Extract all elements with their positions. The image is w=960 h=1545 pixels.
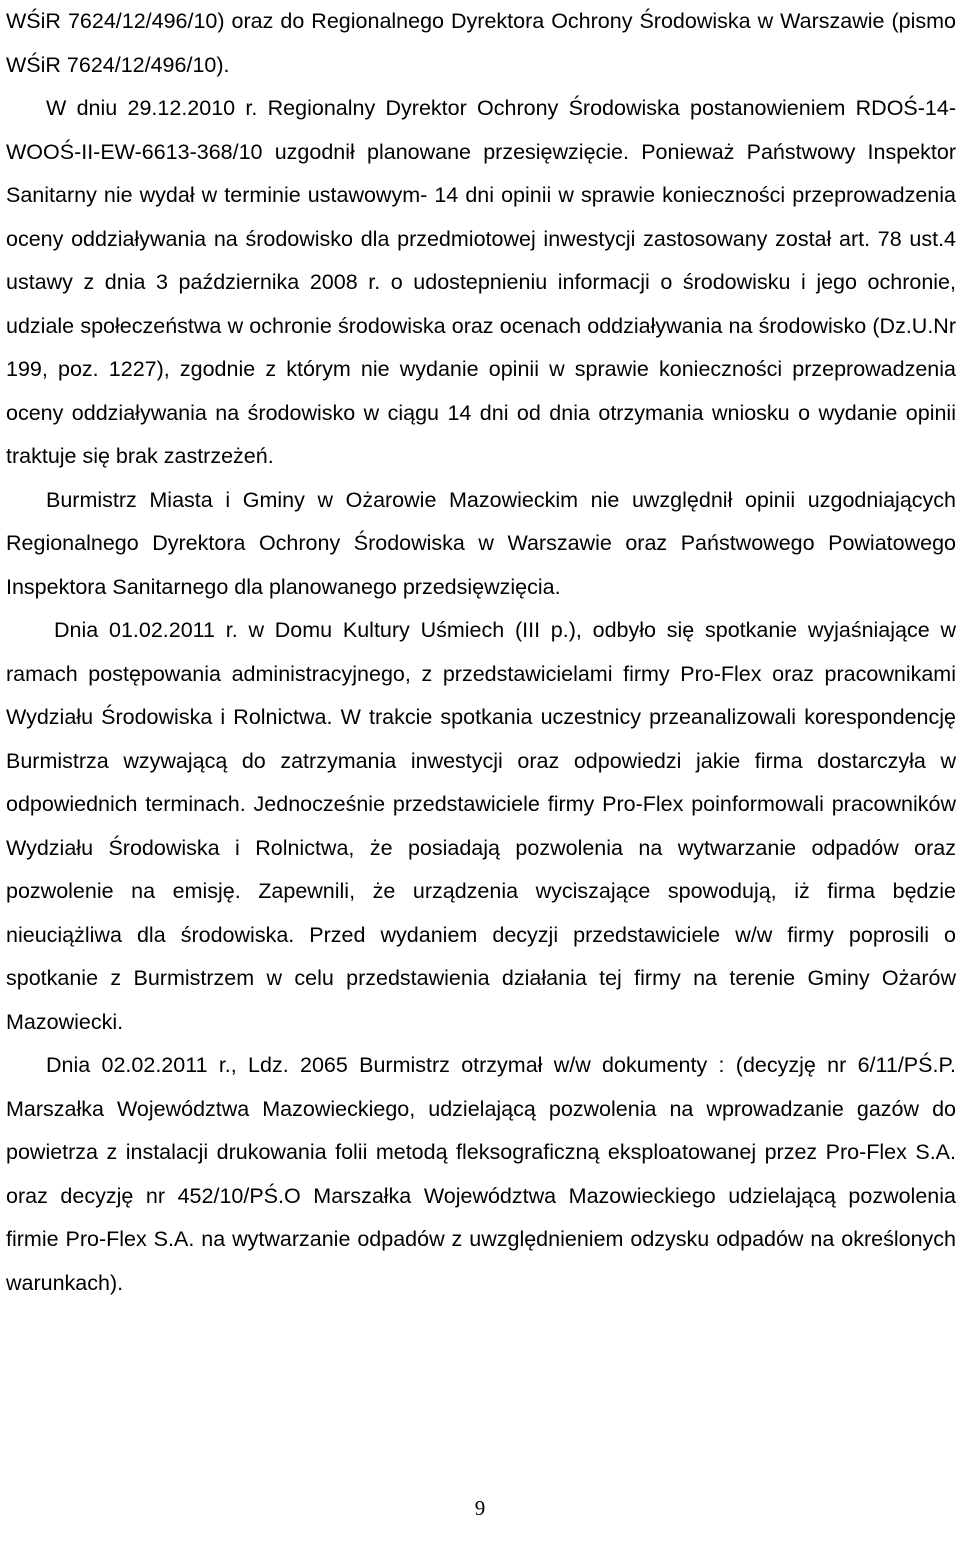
paragraph-5: Dnia 02.02.2011 r., Ldz. 2065 Burmistrz otrzymał w/w dokumenty : (decyzję nr 6/11/PŚ.P. Marszałka Województwa Mazowieckiego, udzielającą pozwolenia na wprowadzanie gazów do powietrza z instalacji drukowania folii metodą fleksograficzną eksploatowanej przez Pro-Flex S.A. oraz decyzję nr 452/10/PŚ.O Marszałka Województwa Mazowieckiego udzielającą pozwolenia firmie Pro-Flex S.A. na wytwarzanie odpadów z uwzględnieniem odzysku odpadów na określonych warunkach). <box>6 1053 956 1295</box>
paragraph-3: Burmistrz Miasta i Gminy w Ożarowie Mazowieckim nie uwzględnił opinii uzgodniających Regionalnego Dyrektora Ochrony Środowiska w Warszawie oraz Państwowego Powiatowego Inspektora Sanitarnego dla planowanego przedsięwzięcia. <box>6 487 956 599</box>
page-number: 9 <box>474 1496 486 1520</box>
paragraph-1: WŚiR 7624/12/496/10) oraz do Regionalnego Dyrektora Ochrony Środowiska w Warszawie (pismo WŚiR 7624/12/496/10). <box>6 9 956 77</box>
paragraph-4: Dnia 01.02.2011 r. w Domu Kultury Uśmiech (III p.), odbyło się spotkanie wyjaśniające w ramach postępowania administracyjnego, z przedstawicielami firmy Pro-Flex oraz pracownikami Wydziału Środowiska i Rolnictwa. W trakcie spotkania uczestnicy przeanalizowali korespondencję Burmistrza wzywającą do zatrzymania inwestycji oraz odpowiedzi jakie firma dostarczyła w odpowiednich terminach. Jednocześnie przedstawiciele firmy Pro-Flex poinformowali pracowników Wydziału Środowiska i Rolnictwa, że posiadają pozwolenia na wytwarzanie odpadów oraz pozwolenie na emisję. Zapewnili, że urządzenia wyciszające spowodują, iż firma będzie nieuciążliwa dla środowiska. Przed wydaniem decyzji przedstawiciele w/w firmy poprosili o spotkanie z Burmistrzem w celu przedstawienia działania tej firmy na terenie Gminy Ożarów Mazowiecki. <box>6 618 956 1034</box>
paragraph-2: W dniu 29.12.2010 r. Regionalny Dyrektor Ochrony Środowiska postanowieniem RDOŚ-14-WOOŚ-II-EW-6613-368/10 uzgodnił planowane przesięwzięcie. Ponieważ Państwowy Inspektor Sanitarny nie wydał w terminie ustawowym- 14 dni opinii w sprawie konieczności przeprowadzenia oceny oddziaływania na środowisko dla przedmiotowej inwestycji zastosowany został art. 78 ust.4 ustawy z dnia 3 października 2008 r. o udostepnieniu informacji o środowisku i jego ochronie, udziale społeczeństwa w ochronie środowiska oraz ocenach oddziaływania na środowisko (Dz.U.Nr 199, poz. 1227), zgodnie z którym nie wydanie opinii w sprawie konieczności przeprowadzenia oceny oddziaływania na środowisko w ciągu 14 dni od dnia otrzymania wniosku o wydanie opinii traktuje się brak zastrzeżeń. <box>6 96 956 468</box>
document-body <box>6 0 956 1305</box>
